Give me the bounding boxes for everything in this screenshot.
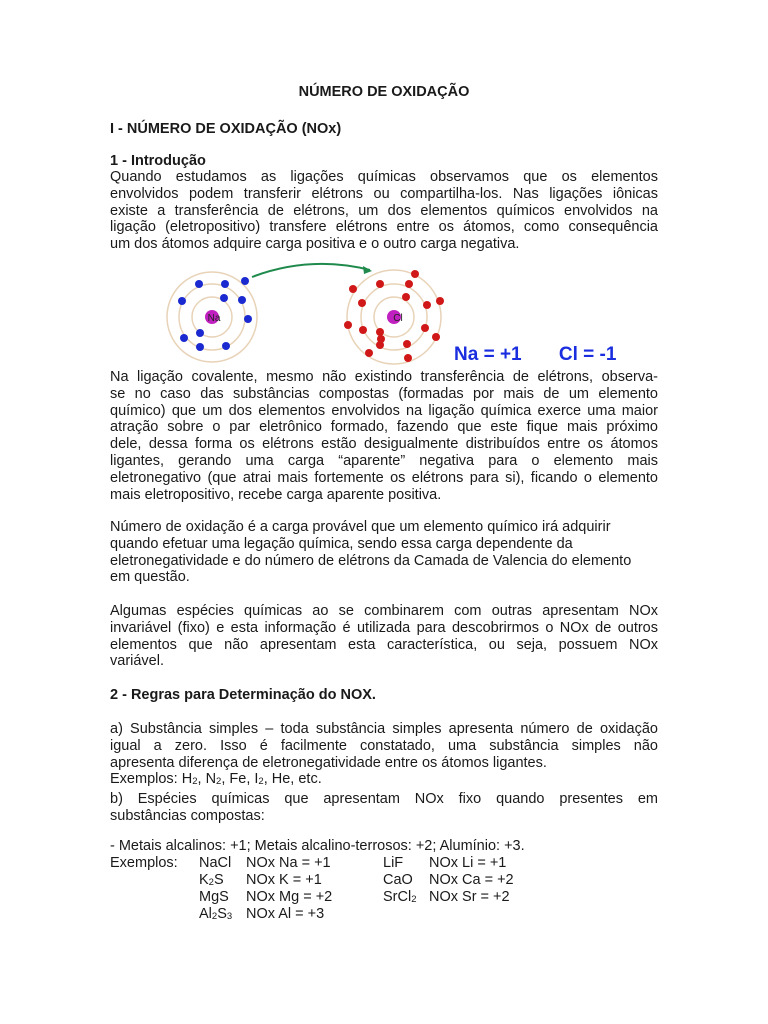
rule-a-examples bbox=[110, 771, 658, 791]
example-formula: MgS bbox=[199, 889, 229, 905]
example-formula: SrCl$_2$ bbox=[383, 889, 417, 905]
chlorine-charge: Cl = -1 bbox=[558, 344, 617, 365]
text-line: variável. bbox=[110, 653, 164, 670]
fixed-nox-paragraph bbox=[110, 603, 658, 670]
ionic-bond-diagram bbox=[160, 255, 460, 370]
examples-label: Exemplos: bbox=[110, 771, 182, 788]
formula-text: , N bbox=[197, 771, 217, 788]
intro-heading: 1 - Introdução bbox=[110, 153, 206, 169]
text-line: mais eletropositivo, recebe carga aparente positiva. bbox=[110, 486, 442, 503]
example-formula: LiF bbox=[383, 855, 404, 871]
formula-text: , He, etc. bbox=[263, 771, 322, 788]
text-line: ligantes, gerando uma carga “aparente” negativa para o elemento mais bbox=[110, 452, 658, 469]
text-line: em questão. bbox=[110, 569, 190, 586]
document-title: NÚMERO DE OXIDAÇÃO bbox=[298, 84, 470, 100]
text-line: elementos que não apresentam esta característica, ou seja, possuem NOx bbox=[110, 636, 658, 653]
text-line: substâncias compostas: bbox=[110, 807, 265, 824]
text-line: envolvidos podem transferir elétrons ou compartilha-los. Nas ligações iônicas bbox=[110, 185, 658, 202]
example-formula: $K_2S$ bbox=[199, 872, 224, 888]
text-line: Na ligação covalente, mesmo não existindo transferência de elétrons, observa- bbox=[110, 369, 658, 385]
text-line: eletronegativo (que atrai mais fortemente os elétrons para si), ficando o elemento bbox=[110, 469, 658, 486]
text-line: invariável (fixo) e esta informação é utilizada para descobrirmos o NOx de outros bbox=[110, 619, 658, 636]
svg-text:Na: Na bbox=[207, 313, 221, 324]
text-line: quando efetuar uma legação química, sendo essa carga dependente da bbox=[110, 535, 573, 552]
covalent-paragraph bbox=[110, 369, 658, 503]
text-line: Algumas espécies químicas ao se combinarem com outras apresentam NOx bbox=[110, 603, 658, 619]
formula-text: H bbox=[181, 771, 193, 788]
metals-line: - Metais alcalinos: +1; Metais alcalino-terrosos: +2; Alumínio: +3. bbox=[110, 838, 525, 854]
charge-labels bbox=[454, 344, 616, 366]
text-line: a) Substância simples – toda substância simples apresenta número de oxidação bbox=[110, 721, 658, 737]
example-nox: NOx K = +1 bbox=[246, 872, 322, 888]
text-line: se no caso das substâncias compostas (formadas por mais de um elemento bbox=[110, 385, 658, 402]
text-line: eletronegatividade e do número de elétrons da Camada de Valencia do elemento bbox=[110, 552, 632, 569]
svg-text:Cl: Cl bbox=[393, 313, 403, 324]
text-line: Quando estudamos as ligações químicas observamos que os elementos bbox=[110, 169, 658, 185]
text-line: existe a transferência de elétrons, um dos elementos químicos envolvidos na bbox=[110, 202, 658, 219]
example-nox: NOx Na = +1 bbox=[246, 855, 331, 871]
example-formula: $Al_2S_3$ bbox=[199, 906, 233, 922]
formula-text: , Fe, I bbox=[221, 771, 259, 788]
subscript: 2 bbox=[216, 776, 222, 788]
example-nox: NOx Al = +3 bbox=[246, 906, 325, 922]
chlorine-atom bbox=[344, 270, 444, 364]
text-line: b) Espécies químicas que apresentam NOx fixo quando presentes em bbox=[110, 791, 658, 808]
example-formula: CaO bbox=[383, 872, 413, 888]
section-heading: I - NÚMERO DE OXIDAÇÃO (NOx) bbox=[110, 121, 342, 137]
example-formula: NaCl bbox=[199, 855, 232, 871]
text-line: dele, dessa forma os elétrons estão desigualmente distribuídos entre os átomos bbox=[110, 436, 658, 453]
text-line: Número de oxidação é a carga provável que um elemento químico irá adquirir bbox=[110, 519, 611, 535]
text-line: apresenta diferença de eletronegatividade entre os átomos ligantes. bbox=[110, 754, 547, 771]
text-line: um dos átomos adquire carga positiva e o outro carga negativa. bbox=[110, 236, 520, 253]
example-nox: NOx Sr = +2 bbox=[429, 889, 510, 905]
definition-paragraph bbox=[110, 519, 658, 586]
text-line: igual a zero. Isso é facilmente constatado, uma substância simples não bbox=[110, 737, 658, 754]
rule-a-paragraph bbox=[110, 721, 658, 825]
text-line: atração sobre o par eletrônico formado, fazendo que este fique mais próximo bbox=[110, 419, 658, 436]
example-nox: NOx Li = +1 bbox=[429, 855, 507, 871]
atom-diagram-icon bbox=[160, 255, 460, 370]
intro-paragraph bbox=[110, 169, 658, 253]
text-line: ligação (eletropositivo) transfere elétrons entre os átomos, como consequência bbox=[110, 219, 658, 236]
text-line: químico) que um dos elementos envolvidos na ligação química exerce uma maior bbox=[110, 402, 658, 419]
example-nox: NOx Mg = +2 bbox=[246, 889, 333, 905]
subscript: 2 bbox=[192, 776, 198, 788]
rules-heading: 2 - Regras para Determinação do NOX. bbox=[110, 687, 376, 703]
examples-label: Exemplos: bbox=[110, 855, 178, 871]
example-nox: NOx Ca = +2 bbox=[429, 872, 514, 888]
sodium-charge: Na = +1 bbox=[454, 344, 522, 365]
subscript: 2 bbox=[258, 776, 264, 788]
sodium-atom bbox=[167, 272, 257, 362]
